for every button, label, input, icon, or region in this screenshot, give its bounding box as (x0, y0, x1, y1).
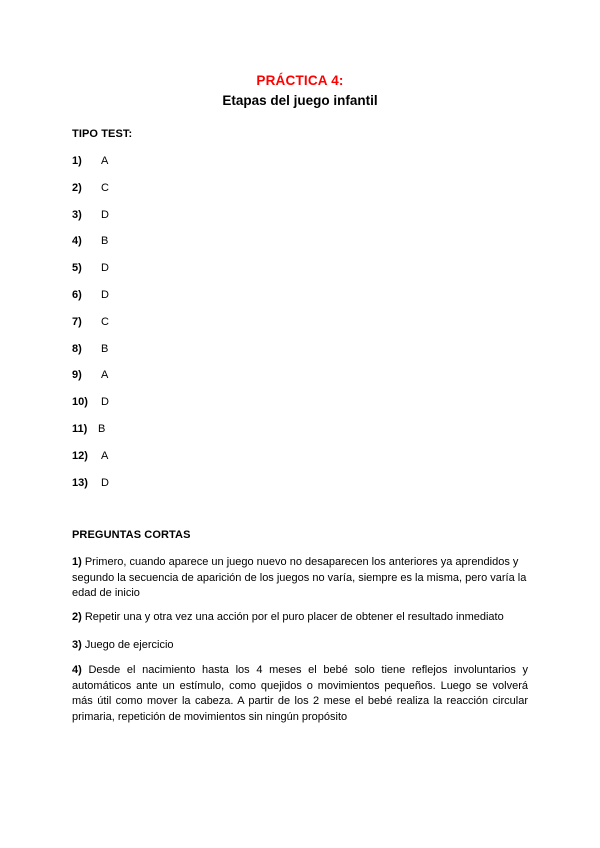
answer-row (72, 450, 272, 477)
answer-number: 13) (72, 476, 88, 489)
test-answer-list (72, 155, 272, 503)
short-answer-number: 2) (72, 611, 82, 623)
answer-row (72, 289, 272, 316)
answer-row (72, 477, 272, 504)
answer-value: D (101, 208, 109, 221)
short-answer-number: 1) (72, 556, 82, 568)
short-questions-heading: PREGUNTAS CORTAS (72, 529, 191, 541)
answer-number: 1) (72, 155, 82, 167)
answer-value: C (101, 181, 109, 194)
answer-value: B (101, 342, 109, 355)
short-answer-paragraph (72, 663, 528, 725)
answer-number: 4) (72, 235, 82, 248)
answer-value: D (101, 288, 109, 301)
answer-number: 6) (72, 288, 82, 301)
answer-value: A (101, 449, 109, 462)
answer-value: B (98, 422, 106, 435)
answer-number: 2) (72, 181, 82, 194)
answer-number: 5) (72, 262, 82, 275)
answer-row (72, 343, 272, 370)
answer-row (72, 396, 272, 423)
answer-row (72, 182, 272, 209)
answer-value: A (101, 369, 109, 382)
short-answer-text: Primero, cuando aparece un juego nuevo no desaparecen los anteriores ya aprendidos y segundo la secuencia de aparición de los juegos no varía, siempre es la misma, pero varía la edad de inicio (72, 556, 527, 599)
answer-value: A (101, 155, 109, 167)
answer-value: B (101, 235, 109, 248)
answer-row (72, 423, 272, 450)
answer-row (72, 316, 272, 343)
answer-number: 10) (72, 396, 88, 409)
short-answer-paragraph (72, 638, 528, 654)
short-answer-text: Repetir una y otra vez una acción por el puro placer de obtener el resultado inmediato (84, 611, 504, 623)
answer-row (72, 209, 272, 236)
answer-number: 8) (72, 342, 82, 355)
short-answer-paragraph (72, 610, 528, 626)
short-answer-text: Desde el nacimiento hasta los 4 meses el bebé solo tiene reflejos involuntarios y automáticos ante un estímulo, como quejidos o movimientos pequeños. Luego se volverá más útil como mover la cabeza. A partir de los 2 mese el bebé realiza la reacción circular primaria, repetición de movimientos sin ningún propósito (72, 664, 528, 723)
answer-number: 7) (72, 315, 82, 328)
answer-value: D (101, 396, 109, 409)
page-subtitle: Etapas del juego infantil (222, 93, 378, 108)
answer-value: C (101, 315, 109, 328)
answer-row (72, 235, 272, 262)
answer-row (72, 155, 272, 182)
answer-number: 11) (72, 422, 88, 435)
short-answer-number: 4) (72, 664, 82, 676)
answer-value: D (101, 262, 109, 275)
answer-row (72, 369, 272, 396)
answer-number: 3) (72, 208, 82, 221)
short-answer-text: Juego de ejercicio (84, 639, 174, 651)
short-answer-number: 3) (72, 639, 82, 651)
test-section-heading: TIPO TEST: (72, 128, 133, 140)
answer-row (72, 262, 272, 289)
answer-number: 9) (72, 369, 82, 382)
page-title: PRÁCTICA 4: (256, 73, 344, 88)
answer-value: D (101, 476, 109, 489)
answer-number: 12) (72, 449, 88, 462)
short-answer-paragraph (72, 555, 528, 602)
